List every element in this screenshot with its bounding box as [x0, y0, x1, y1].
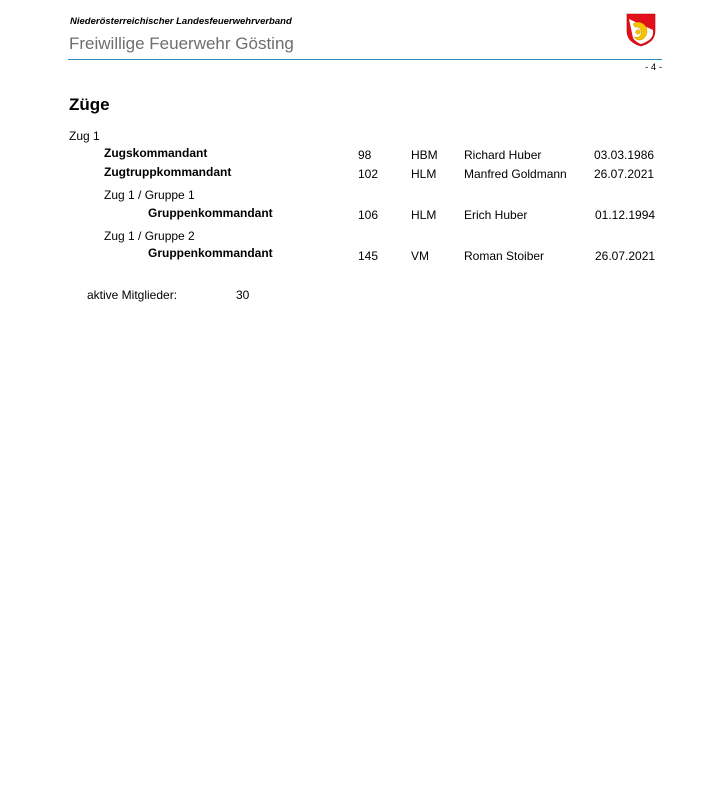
row-name: Manfred Goldmann [464, 167, 567, 181]
row-number: 102 [358, 167, 379, 181]
row-number: 145 [358, 249, 379, 263]
row-date: 03.03.1986 [594, 148, 655, 162]
active-members-count: 30 [236, 288, 250, 302]
active-members-label: aktive Mitglieder: [87, 288, 178, 302]
group-label-gruppe-2: Zug 1 / Gruppe 2 [104, 229, 195, 243]
row-name: Roman Stoiber [464, 249, 545, 263]
page-number: - 4 - [645, 62, 662, 73]
row-name: Richard Huber [464, 148, 542, 162]
row-name: Erich Huber [464, 208, 528, 222]
row-date: 01.12.1994 [595, 208, 656, 222]
row-role: Gruppenkommandant [148, 206, 273, 220]
fire-brigade-shield-icon [626, 13, 656, 47]
organization-name: Niederösterreichischer Landesfeuerwehrverband [70, 16, 292, 27]
department-name: Freiwillige Feuerwehr Gösting [69, 34, 294, 53]
row-number: 106 [358, 208, 379, 222]
header-divider [68, 59, 662, 60]
group-label-zug-1: Zug 1 [69, 129, 100, 143]
row-rank: HLM [411, 208, 437, 222]
row-rank: VM [411, 249, 429, 263]
row-date: 26.07.2021 [594, 167, 655, 181]
row-role: Gruppenkommandant [148, 246, 273, 260]
row-rank: HLM [411, 167, 437, 181]
row-date: 26.07.2021 [595, 249, 656, 263]
row-role: Zugtruppkommandant [104, 165, 232, 179]
group-label-gruppe-1: Zug 1 / Gruppe 1 [104, 188, 195, 202]
row-role: Zugskommandant [104, 146, 208, 160]
row-number: 98 [358, 148, 372, 162]
section-title: Züge [69, 95, 110, 114]
row-rank: HBM [411, 148, 438, 162]
